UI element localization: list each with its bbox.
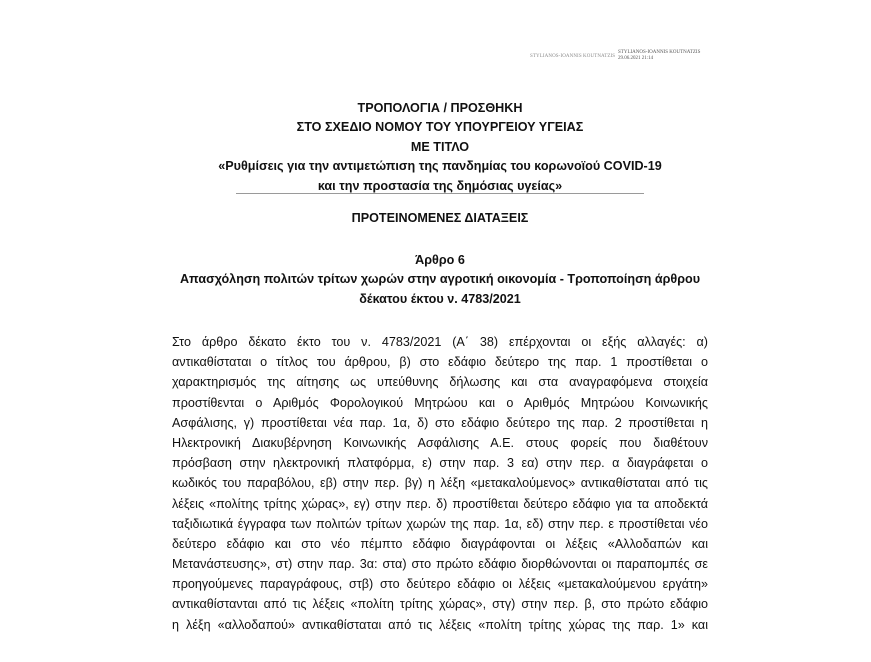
document-heading [160, 99, 720, 196]
heading-line-with-title: ΜΕ ΤΙΤΛΟ [410, 139, 470, 154]
body-line: πρόσβαση στην ηλεκτρονική πλατφόρμα, ε) στην παρ. 3 εα) στην περ. α διαγράφεται ο [172, 456, 708, 471]
body-line: χαρακτηρισμός της αίτησης ως υπεύθυνης δήλωσης και στα αναγραφόμενα στοιχεία [172, 375, 708, 390]
body-line: αντικαθίσταται ο τίτλος του άρθρου, β) στο εδάφιο δεύτερο της παρ. 1 προστίθεται ο [172, 355, 708, 370]
heading-line-title-2: και την προστασία της δημόσιας υγείας» [317, 178, 563, 193]
body-line: Στο άρθρο δέκατο έκτο του ν. 4783/2021 (Α΄ 38) επέρχονται οι εξής αλλαγές: α) [172, 335, 708, 349]
heading-line-title-1: «Ρυθμίσεις για την αντιμετώπιση της πανδημίας του κορωνοϊού COVID-19 [218, 159, 662, 174]
article-heading [120, 251, 760, 309]
signature-date: 29.06.2021 21:14 [618, 56, 654, 61]
body-line: προστίθενται ο Αριθμός Φορολογικού Μητρώου και ο Αριθμός Μητρώου Κοινωνικής [172, 395, 708, 410]
body-line: δεύτερο εδάφιο και στο νέο πέμπτο εδάφιο διαγράφονται οι λέξεις «Αλλοδαπών και [172, 536, 708, 551]
article-title-line-2: δέκατου έκτου ν. 4783/2021 [359, 291, 521, 306]
body-line: Μετανάστευσης», στ) στην παρ. 3α: στα) στο πρώτο εδάφιο διορθώνονται οι παραπομπές σε [172, 557, 708, 572]
article-number: Άρθρο 6 [415, 253, 465, 267]
digital-signature [530, 50, 740, 68]
signature-details [618, 50, 700, 62]
signature-name-right: STYLIANOS-IOANNIS KOUTNATZIS [618, 50, 701, 55]
body-line: αντικαθίστανται από τις λέξεις «πολίτη τρίτης χώρας», στγ) στην περ. β, στο πρώτο εδάφιο [172, 597, 708, 612]
heading-line-amendment: ΤΡΟΠΟΛΟΓΙΑ / ΠΡΟΣΘΗΚΗ [357, 101, 523, 115]
heading-line-bill: ΣΤΟ ΣΧΕΔΙΟ ΝΟΜΟΥ ΤΟΥ ΥΠΟΥΡΓΕΙΟΥ ΥΓΕΙΑΣ [296, 120, 584, 135]
signature-name-left: STYLIANOS-IOANNIS KOUTNATZIS [530, 54, 616, 59]
article-body [172, 332, 708, 635]
proposed-provisions-heading: ΠΡΟΤΕΙΝΟΜΕΝΕΣ ΔΙΑΤΑΞΕΙΣ [351, 211, 529, 225]
body-line: η λέξη «αλλοδαπού» αντικαθίσταται από τις λέξεις «πολίτη τρίτης χώρας της παρ. 1» και [172, 617, 708, 632]
body-line: Ηλεκτρονική Διακυβέρνηση Κοινωνικής Ασφάλισης Α.Ε. στους φορείς που διαθέτουν [172, 435, 708, 450]
body-line: λέξεις «πολίτης τρίτης χώρας», εγ) στην περ. δ) προστίθεται δεύτερο εδάφιο για τα αποδεκτά [172, 496, 708, 511]
body-line: προηγούμενες παραγράφους, στβ) στο δεύτερο εδάφιο οι λέξεις «μετακαλούμενου εργάτη» [172, 577, 708, 592]
body-line: ταξιδιωτικά έγγραφα των πολιτών τρίτων χωρών της παρ. 1α, εδ) στην περ. ε προστίθεται νέο [172, 516, 708, 531]
article-title-line-1: Απασχόληση πολιτών τρίτων χωρών στην αγροτική οικονομία - Τροποποίηση άρθρου [179, 272, 701, 287]
body-line: κωδικός του παραβόλου, εβ) στην περ. βγ) η λέξη «μετακαλούμενος» αντικαθίσταται από τις [172, 476, 708, 491]
body-line: Ασφάλισης, γ) προστίθεται νέα παρ. 1α, δ) στο εδάφιο δεύτερο της παρ. 2 προστίθεται η [172, 415, 708, 430]
heading-divider [236, 193, 644, 194]
